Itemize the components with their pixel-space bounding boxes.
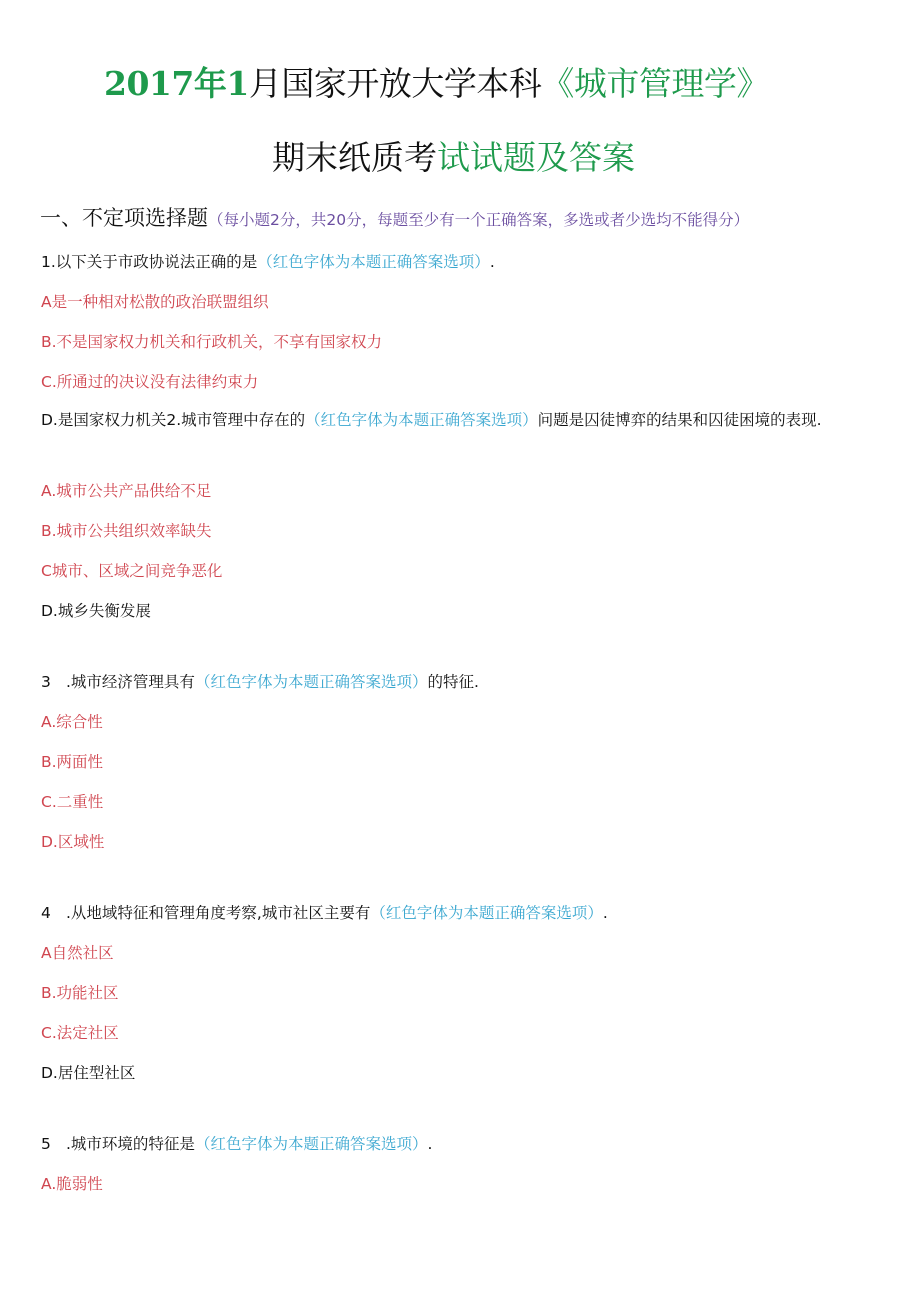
q3-option-a: A.综合性 <box>41 713 103 731</box>
question-4-stem: 4 .从地域特征和管理角度考察,城市社区主要有（红色字体为本题正确答案选项）. <box>41 904 608 922</box>
q2-option-d: D.城乡失衡发展 <box>41 602 151 620</box>
answer-hint: （红色字体为本题正确答案选项） <box>257 253 490 271</box>
subtitle-black: 期末纸质考 <box>272 138 437 177</box>
q1-option-b: B.不是国家权力机关和行政机关，不享有国家权力 <box>41 333 383 351</box>
subtitle-green: 试试题及答案 <box>437 138 635 177</box>
title-course: 《城市管理学》 <box>541 64 769 103</box>
document-subtitle <box>272 136 635 180</box>
q3-option-c: C.二重性 <box>41 793 104 811</box>
title-year: 2017年1 <box>104 64 249 103</box>
q5-option-a: A.脆弱性 <box>41 1175 103 1193</box>
q2-option-c: C城市、区域之间竞争恶化 <box>41 562 223 580</box>
q4-option-c: C.法定社区 <box>41 1024 119 1042</box>
title-middle: 月国家开放大学本科 <box>248 64 542 103</box>
q2-option-b: B.城市公共组织效率缺失 <box>41 522 212 540</box>
section-heading <box>40 203 749 235</box>
answer-hint: （红色字体为本题正确答案选项） <box>194 673 428 691</box>
document-title <box>104 62 769 106</box>
question-3-stem: 3 .城市经济管理具有（红色字体为本题正确答案选项）的特征. <box>41 673 479 691</box>
section-note: （每小题2分，共20分，每题至少有一个正确答案，多选或者少选均不能得分） <box>208 211 750 229</box>
q3-option-b: B.两面性 <box>41 753 104 771</box>
question-1-stem: 1.以下关于市政协说法正确的是（红色字体为本题正确答案选项）. <box>41 253 495 271</box>
q1-option-d-and-question-2: D.是国家权力机关2.城市管理中存在的（红色字体为本题正确答案选项）问题是囚徒博弈的结果和囚徒困境的表现. <box>41 411 822 429</box>
q1-option-a: A是一种相对松散的政治联盟组织 <box>41 293 269 311</box>
q4-option-a: A自然社区 <box>41 944 114 962</box>
q3-option-d: D.区域性 <box>41 833 105 851</box>
q4-option-d: D.居住型社区 <box>41 1064 136 1082</box>
answer-hint: （红色字体为本题正确答案选项） <box>370 904 603 922</box>
answer-hint: （红色字体为本题正确答案选项） <box>305 411 538 429</box>
section-title: 一、不定项选择题 <box>40 206 208 230</box>
q1-option-c: C.所通过的决议没有法律约束力 <box>41 373 259 391</box>
question-5-stem: 5 .城市环境的特征是（红色字体为本题正确答案选项）. <box>41 1135 433 1153</box>
q4-option-b: B.功能社区 <box>41 984 119 1002</box>
q2-option-a: A.城市公共产品供给不足 <box>41 482 212 500</box>
answer-hint: （红色字体为本题正确答案选项） <box>194 1135 428 1153</box>
